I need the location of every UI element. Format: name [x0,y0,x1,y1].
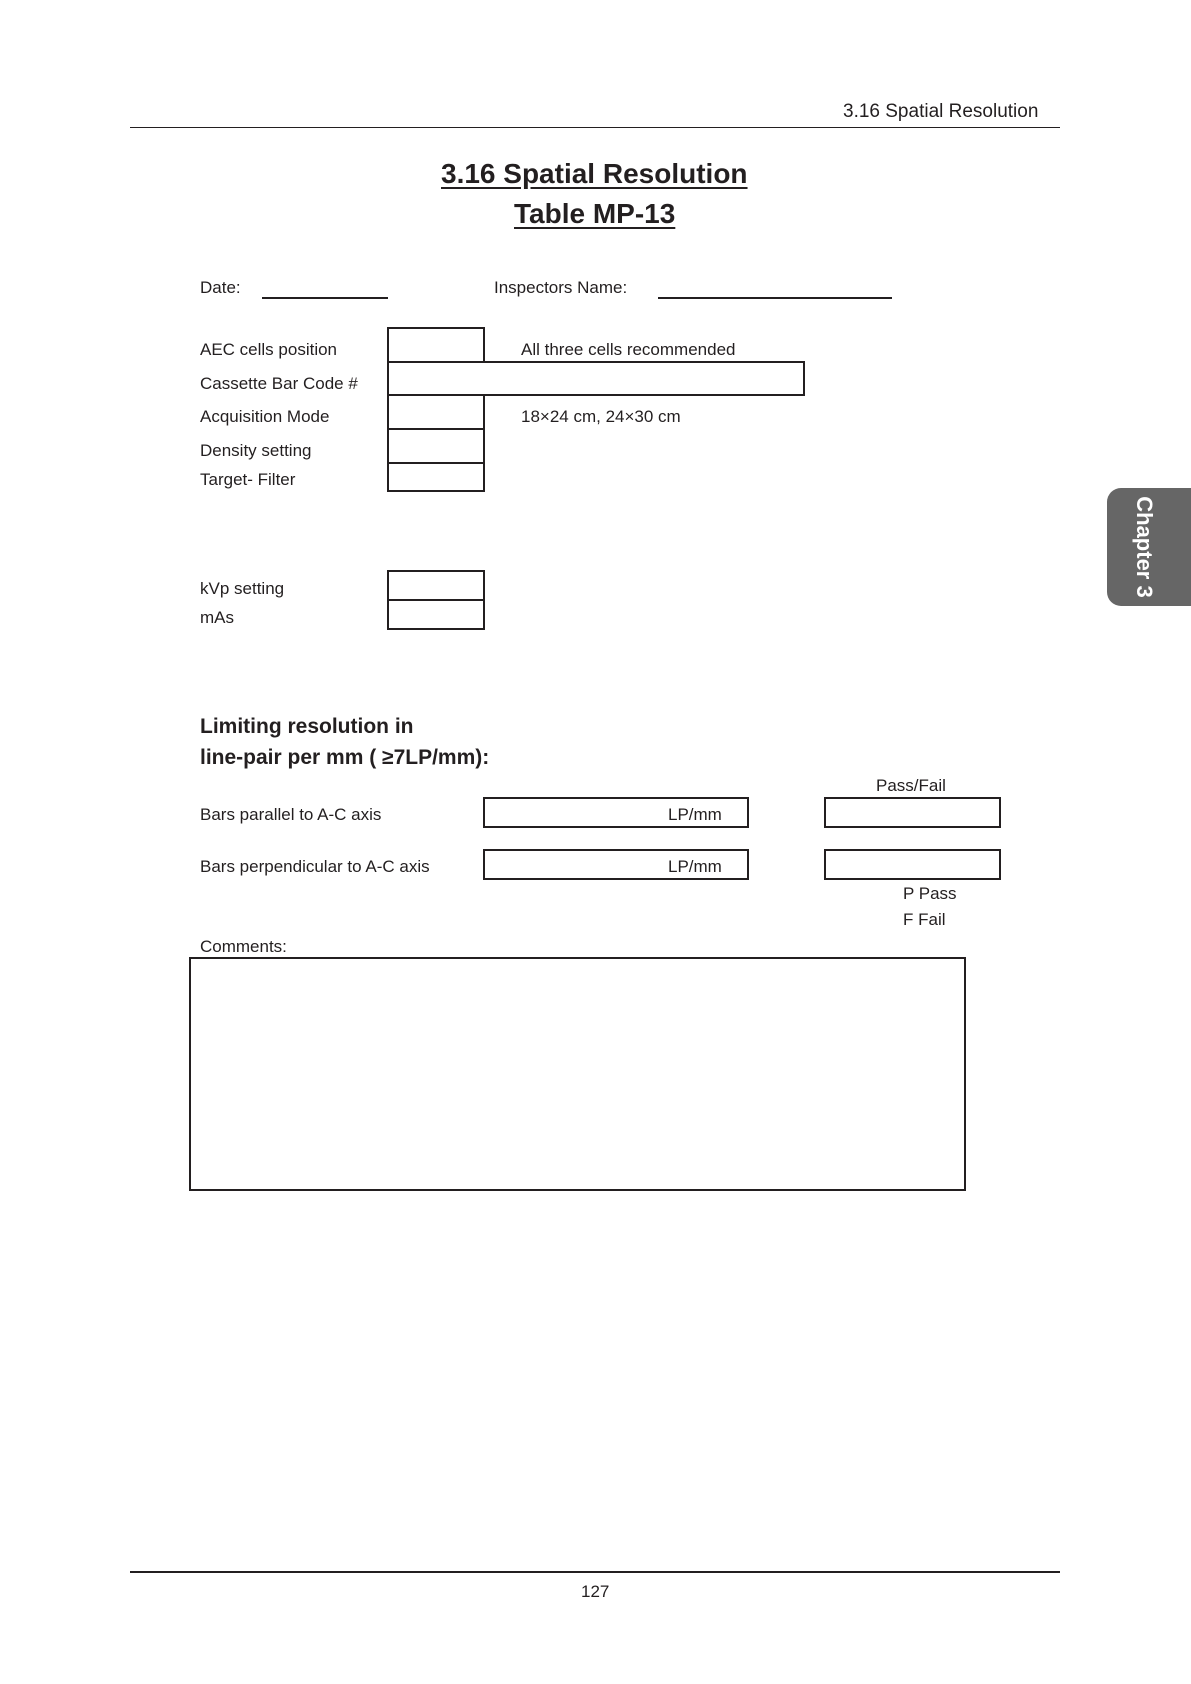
aec-cells-label: AEC cells position [200,340,338,359]
inspector-name-label: Inspectors Name: [494,278,628,297]
target-filter-input[interactable] [387,462,485,492]
page-title: 3.16 Spatial Resolution [441,158,748,189]
table-title: Table MP-13 [514,198,676,229]
comments-label: Comments: [200,937,287,956]
density-setting-label: Density setting [200,441,312,460]
target-filter-label: Target- Filter [200,470,296,489]
parallel-unit: LP/mm [668,805,722,824]
inspector-name-field[interactable] [658,297,892,299]
mas-input[interactable] [387,599,485,630]
date-label: Date: [200,278,241,297]
density-setting-input[interactable] [387,428,485,464]
comments-textarea[interactable] [189,957,966,1191]
resolution-heading-line2: line-pair per mm ( ≥7LP/mm): [200,746,490,769]
date-field[interactable] [262,297,388,299]
acquisition-mode-label: Acquisition Mode [200,407,330,426]
aec-cells-input[interactable] [387,327,485,363]
perpendicular-pass-fail-input[interactable] [824,849,1001,880]
perpendicular-bars-label: Bars perpendicular to A-C axis [200,857,430,876]
kvp-setting-label: kVp setting [200,579,285,598]
acquisition-mode-note: 18×24 cm, 24×30 cm [521,407,681,426]
footer-rule [130,1571,1060,1573]
kvp-setting-input[interactable] [387,570,485,601]
running-header: 3.16 Spatial Resolution [843,101,1039,122]
header-rule [130,127,1060,128]
legend-fail: F Fail [903,910,946,929]
page-number: 127 [581,1582,610,1601]
resolution-heading-line1: Limiting resolution in [200,715,414,738]
chapter-tab [1107,488,1191,606]
acquisition-mode-input[interactable] [387,394,485,430]
pass-fail-header: Pass/Fail [876,776,946,795]
parallel-pass-fail-input[interactable] [824,797,1001,828]
cassette-bar-code-input[interactable] [387,361,805,396]
perpendicular-unit: LP/mm [668,857,722,876]
aec-cells-note: All three cells recommended [521,340,736,359]
cassette-bar-code-label: Cassette Bar Code # [200,374,358,393]
mas-label: mAs [200,608,234,627]
parallel-bars-label: Bars parallel to A-C axis [200,805,382,824]
legend-pass: P Pass [903,884,957,903]
chapter-tab-label: Chapter 3 [1132,496,1157,598]
